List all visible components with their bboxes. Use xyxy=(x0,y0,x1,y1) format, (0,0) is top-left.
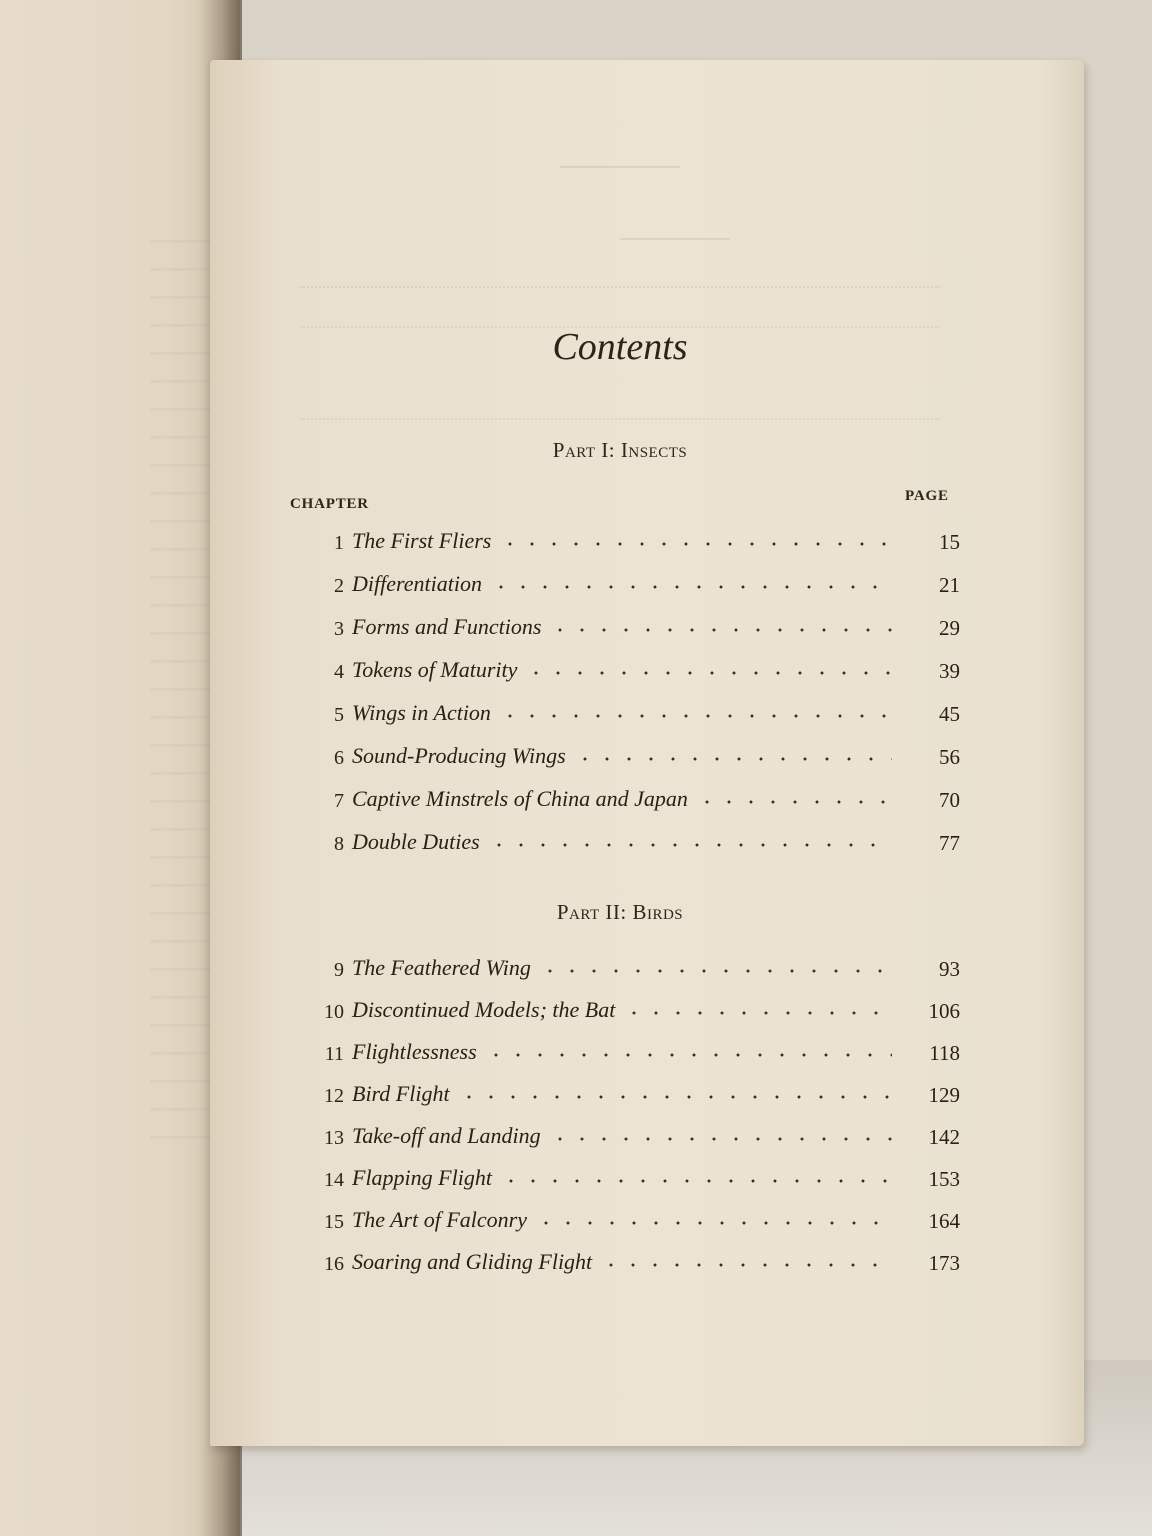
chapter-number: 14 xyxy=(324,1169,344,1191)
page-number: 153 xyxy=(928,1167,960,1191)
dot-leader xyxy=(485,1053,892,1057)
part-heading: Part I: Insects xyxy=(552,438,688,462)
toc-entry xyxy=(300,700,960,732)
toc-entry xyxy=(300,1165,960,1197)
page-title: Contents xyxy=(552,326,688,368)
chapter-number: 8 xyxy=(334,833,344,855)
chapter-number: 1 xyxy=(334,532,344,554)
toc-entry xyxy=(300,571,960,603)
chapter-title: The Art of Falconry xyxy=(352,1207,527,1232)
page-number: 21 xyxy=(939,573,960,597)
chapter-number: 9 xyxy=(334,959,344,981)
show-through-mark xyxy=(300,272,940,288)
toc-entry xyxy=(300,1249,960,1281)
dot-leader xyxy=(499,542,892,546)
chapter-number: 13 xyxy=(324,1127,344,1149)
toc-entry xyxy=(300,528,960,560)
chapter-title: Discontinued Models; the Bat xyxy=(352,997,616,1022)
page-number: 129 xyxy=(928,1083,960,1107)
page-number: 77 xyxy=(939,831,960,855)
toc-entry xyxy=(300,1081,960,1113)
show-through-mark xyxy=(300,404,940,420)
chapter-number: 12 xyxy=(324,1085,344,1107)
chapter-title: Soaring and Gliding Flight xyxy=(352,1249,593,1274)
page-number: 106 xyxy=(928,999,960,1023)
dot-leader xyxy=(539,969,892,973)
page-column-label: PAGE xyxy=(905,488,949,504)
show-through-mark xyxy=(620,222,730,240)
page-number: 93 xyxy=(939,957,960,981)
dot-leader xyxy=(525,671,892,675)
chapter-title: Flapping Flight xyxy=(352,1165,492,1190)
dot-leader xyxy=(458,1095,892,1099)
dot-leader xyxy=(623,1011,892,1015)
dot-leader xyxy=(574,757,892,761)
show-through-mark xyxy=(560,150,680,168)
dot-leader xyxy=(600,1263,892,1267)
page-number: 56 xyxy=(939,745,960,769)
dot-leader xyxy=(549,628,892,632)
page-number: 164 xyxy=(928,1209,960,1233)
chapter-title: Double Duties xyxy=(352,829,480,854)
chapter-number: 11 xyxy=(324,1043,344,1065)
chapter-title: Forms and Functions xyxy=(352,614,542,639)
dot-leader xyxy=(490,585,892,589)
toc-entry xyxy=(300,786,960,818)
chapter-number: 10 xyxy=(324,1001,344,1023)
page-number: 45 xyxy=(939,702,960,726)
chapter-title: Take-off and Landing xyxy=(352,1123,541,1148)
page-number: 39 xyxy=(939,659,960,683)
chapter-title: Sound-Producing Wings xyxy=(352,743,566,768)
page-number: 70 xyxy=(939,788,960,812)
chapter-number: 2 xyxy=(334,575,344,597)
toc-entry xyxy=(300,743,960,775)
dot-leader xyxy=(549,1137,892,1141)
part-heading: Part II: Birds xyxy=(556,900,684,924)
chapter-number: 6 xyxy=(334,747,344,769)
chapter-title: Wings in Action xyxy=(352,700,491,725)
page-number: 15 xyxy=(939,530,960,554)
page-number: 118 xyxy=(929,1041,960,1065)
chapter-number: 5 xyxy=(334,704,344,726)
chapter-number: 3 xyxy=(334,618,344,640)
chapter-title: Tokens of Maturity xyxy=(352,657,518,682)
dot-leader xyxy=(500,1179,892,1183)
toc-entry xyxy=(300,829,960,861)
toc-entry xyxy=(300,1039,960,1071)
toc-entry xyxy=(300,657,960,689)
chapter-title: Captive Minstrels of China and Japan xyxy=(352,786,688,811)
chapter-number: 4 xyxy=(334,661,344,683)
toc-entry xyxy=(300,1123,960,1155)
toc-entry xyxy=(300,955,960,987)
page-number: 173 xyxy=(928,1251,960,1275)
dot-leader xyxy=(535,1221,892,1225)
chapter-title: Differentiation xyxy=(352,571,482,596)
chapter-number: 7 xyxy=(334,790,344,812)
page-number: 29 xyxy=(939,616,960,640)
toc-entry xyxy=(300,1207,960,1239)
chapter-number: 15 xyxy=(324,1211,344,1233)
chapter-column-label: CHAPTER xyxy=(290,496,369,512)
dot-leader xyxy=(696,800,892,804)
chapter-number: 16 xyxy=(324,1253,344,1275)
toc-entry xyxy=(300,997,960,1029)
dot-leader xyxy=(488,843,892,847)
chapter-title: The First Fliers xyxy=(352,528,492,553)
chapter-title: Flightlessness xyxy=(352,1039,477,1064)
chapter-title: The Feathered Wing xyxy=(352,955,531,980)
page-number: 142 xyxy=(928,1125,960,1149)
toc-entry xyxy=(300,614,960,646)
dot-leader xyxy=(499,714,892,718)
chapter-title: Bird Flight xyxy=(352,1081,450,1106)
